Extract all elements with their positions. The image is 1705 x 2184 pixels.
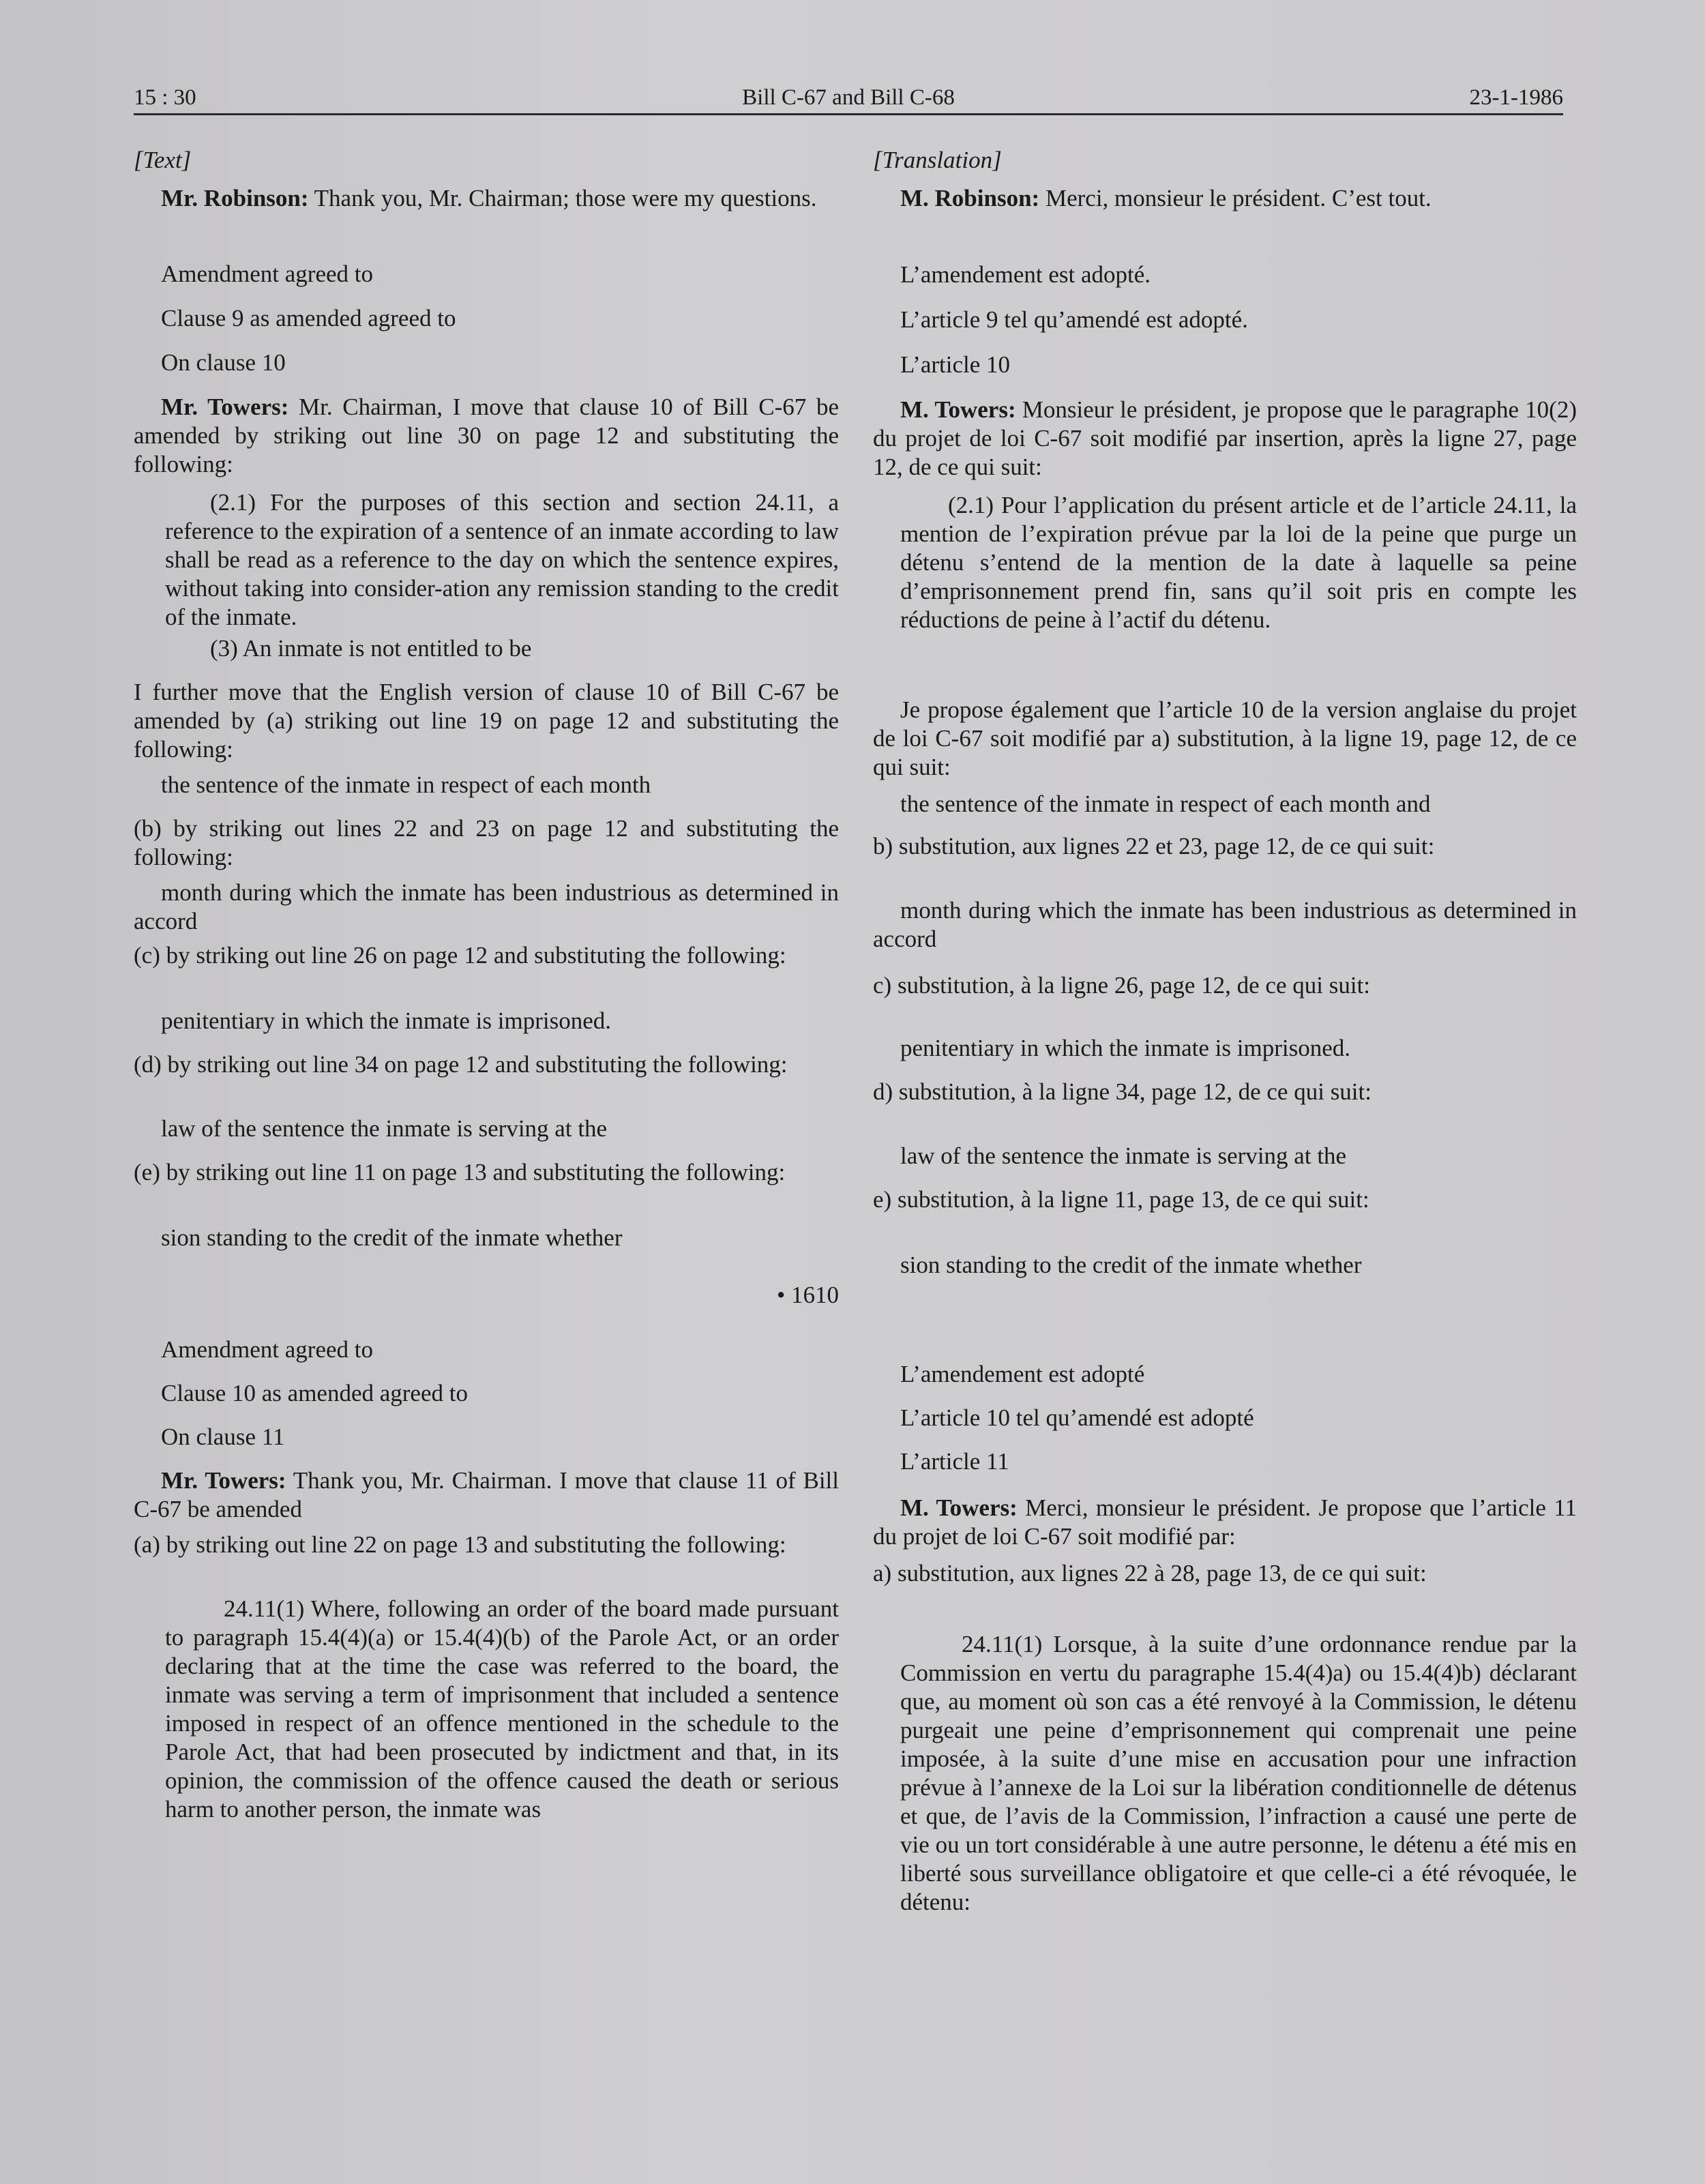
motion-text: (b) by striking out lines 22 and 23 on page 12 and substituting the following: bbox=[134, 815, 839, 870]
amendment-text: the sentence of the inmate in respect of each month bbox=[161, 771, 651, 798]
english-column bbox=[134, 146, 839, 1974]
clause-heading: L’article 10 bbox=[900, 351, 1011, 378]
motion-text: Je propose également que l’article 10 de la version anglaise du projet de loi C-67 soit modifié par a) substitution, à la ligne 19, page 12, de ce qui suit: bbox=[873, 696, 1577, 780]
motion-result: Clause 9 as amended agreed to bbox=[161, 305, 456, 331]
amendment-text: (2.1) Pour l’application du présent article et de l’article 24.11, la mention de l’expiration prévue par la loi de la peine que purge un détenu s’entend de la mention de la date à laquelle sa peine d’emprisonnement prend fin, sans qu’il soit pris en compte les réductions de peine à l’actif du détenu. bbox=[900, 492, 1577, 633]
amendment-text: (3) An inmate is not entitled to be bbox=[210, 635, 532, 662]
speech-towers: Mr. Towers: Thank you, Mr. Chairman. I move that clause 11 of Bill C-67 be amended bbox=[134, 1467, 839, 1522]
amendment-text: penitentiary in which the inmate is imprisoned. bbox=[161, 1007, 611, 1034]
motion-text: I further move that the English version of clause 10 of Bill C-67 be amended by (a) striking out line 19 on page 12 and substituting the following: bbox=[134, 679, 839, 763]
page-number: 15 : 30 bbox=[134, 85, 196, 110]
text-tag: [Text] bbox=[134, 147, 192, 173]
speech-robinson: M. Robinson: Merci, monsieur le président. C’est tout. bbox=[900, 185, 1432, 211]
translation-tag: [Translation] bbox=[873, 147, 1002, 173]
motion-text: e) substitution, à la ligne 11, page 13, de ce qui suit: bbox=[873, 1186, 1369, 1213]
amendment-text: 24.11(1) Where, following an order of the board made pursuant to paragraph 15.4(4)(a) or 15.4(4)(b) of the Parole Act, or an order declaring that at the time the case was referred to the board, the inmate was serving a term of imprisonment that included a sentence imposed in respect of an offence mentioned in the schedule to the Parole Act, that had been prosecuted by indictment and that, in its opinion, the commission of the offence caused the death or serious harm to another person, the inmate was bbox=[165, 1595, 839, 1823]
speaker: M. Towers: bbox=[900, 396, 1016, 423]
motion-text: a) substitution, aux lignes 22 à 28, page 13, de ce qui suit: bbox=[873, 1560, 1427, 1587]
running-title: Bill C-67 and Bill C-68 bbox=[742, 85, 955, 110]
clause-heading: On clause 10 bbox=[161, 349, 286, 376]
amendment-text: law of the sentence the inmate is serving at the bbox=[900, 1142, 1347, 1169]
clause-heading: On clause 11 bbox=[161, 1423, 285, 1450]
motion-text: (e) by striking out line 11 on page 13 and substituting the following: bbox=[134, 1159, 786, 1185]
french-column bbox=[873, 146, 1577, 1988]
speech-towers: Mr. Towers: Mr. Chairman, I move that clause 10 of Bill C-67 be amended by striking out line 30 on page 12 and substituting the following: bbox=[134, 394, 839, 477]
amendment-text: month during which the inmate has been industrious as determined in accord bbox=[873, 897, 1577, 952]
motion-result: L’article 10 tel qu’amendé est adopté bbox=[900, 1404, 1254, 1431]
amendment-text: law of the sentence the inmate is serving at the bbox=[161, 1115, 608, 1142]
speaker: Mr. Robinson: bbox=[161, 185, 309, 211]
motion-text: d) substitution, à la ligne 34, page 12, de ce qui suit: bbox=[873, 1078, 1372, 1105]
speaker: M. Towers: bbox=[900, 1494, 1018, 1521]
motion-text: b) substitution, aux lignes 22 et 23, page 12, de ce qui suit: bbox=[873, 833, 1435, 859]
amendment-text: sion standing to the credit of the inmate whether bbox=[161, 1224, 623, 1251]
motion-result: L’amendement est adopté bbox=[900, 1361, 1145, 1387]
speech-towers: M. Towers: Merci, monsieur le président. Je propose que l’article 11 du projet de loi C-67 soit modifié par: bbox=[873, 1494, 1577, 1550]
header-date: 23-1-1986 bbox=[1469, 85, 1563, 110]
motion-result: Amendment agreed to bbox=[161, 261, 374, 287]
time-stamp: • 1610 bbox=[776, 1282, 839, 1308]
amendment-text: sion standing to the credit of the inmate whether bbox=[900, 1252, 1362, 1278]
speaker: M. Robinson: bbox=[900, 185, 1040, 211]
speech-robinson: Mr. Robinson: Thank you, Mr. Chairman; those were my questions. bbox=[161, 185, 817, 211]
motion-text: (d) by striking out line 34 on page 12 and substituting the following: bbox=[134, 1051, 788, 1078]
motion-result: Amendment agreed to bbox=[161, 1336, 374, 1363]
page-header bbox=[134, 80, 1563, 115]
speaker: Mr. Towers: bbox=[161, 1467, 286, 1494]
speech-towers: M. Towers: Monsieur le président, je propose que le paragraphe 10(2) du projet de loi C-67 soit modifié par insertion, après la ligne 27, page 12, de ce qui suit: bbox=[873, 396, 1577, 480]
motion-result: L’article 9 tel qu’amendé est adopté. bbox=[900, 306, 1248, 333]
amendment-text: 24.11(1) Lorsque, à la suite d’une ordonnance rendue par la Commission en vertu du paragraphe 15.4(4)a) ou 15.4(4)b) déclarant que, au moment où son cas a été renvoyé à la Commission, le détenu purgeait une peine d’emprisonnement qui comprenait une peine imposée, à la suite d’une mise en accusation pour une infraction prévue à l’annexe de la Loi sur la libération conditionnelle de détenus et que, de l’avis de la Commission, l’infraction a causé une perte de vie ou un tort considérable à une autre personne, le détenu a été mis en liberté sous surveillance obligatoire et que celle-ci a été révoquée, le détenu: bbox=[900, 1631, 1577, 1915]
motion-result: L’amendement est adopté. bbox=[900, 261, 1151, 288]
motion-result: Clause 10 as amended agreed to bbox=[161, 1380, 468, 1406]
motion-text: (a) by striking out line 22 on page 13 and substituting the following: bbox=[134, 1531, 786, 1558]
amendment-text: the sentence of the inmate in respect of each month and bbox=[900, 791, 1431, 817]
speaker: Mr. Towers: bbox=[161, 394, 289, 420]
motion-text: c) substitution, à la ligne 26, page 12, de ce qui suit: bbox=[873, 972, 1371, 999]
clause-heading: L’article 11 bbox=[900, 1448, 1009, 1475]
amendment-text: (2.1) For the purposes of this section and section 24.11, a reference to the expiration of a sentence of an inmate according to law shall be read as a reference to the day on which the sentence expires, without taking into consider-ation any remission standing to the credit of the inmate. bbox=[165, 489, 839, 630]
motion-text: (c) by striking out line 26 on page 12 and substituting the following: bbox=[134, 942, 786, 969]
amendment-text: month during which the inmate has been industrious as determined in accord bbox=[134, 879, 839, 934]
amendment-text: penitentiary in which the inmate is imprisoned. bbox=[900, 1035, 1350, 1061]
header-rule bbox=[134, 113, 1563, 115]
